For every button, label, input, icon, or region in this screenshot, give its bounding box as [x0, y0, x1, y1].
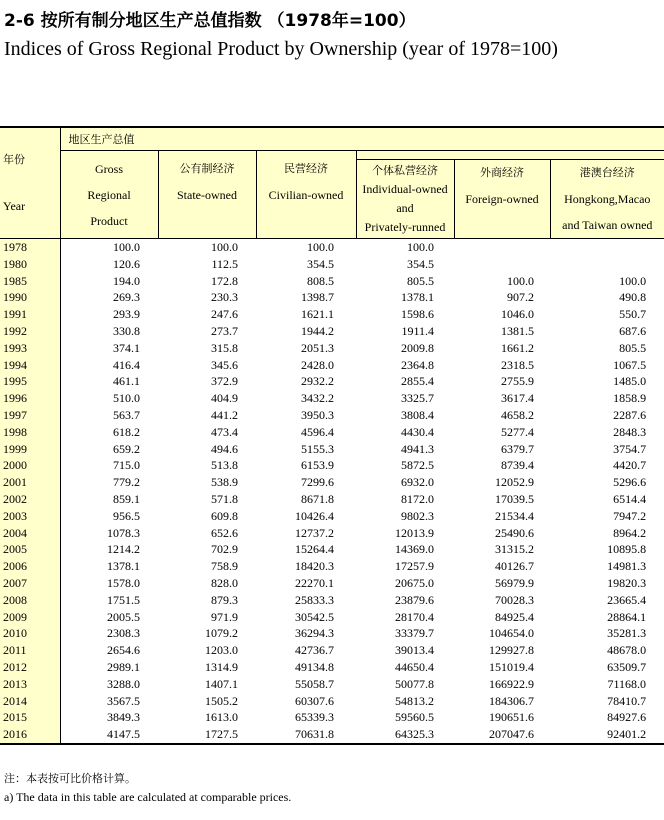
hk-cell: 5296.6 [613, 475, 647, 490]
hk-cell: 28864.1 [607, 609, 647, 624]
individual-cell: 3325.7 [401, 391, 434, 406]
grp-cell: 3288.0 [60, 676, 158, 693]
note-zh: 注：本表按可比价格计算。 [4, 772, 136, 785]
table-row [0, 625, 664, 642]
individual-cell: 6932.0 [401, 475, 434, 490]
hk-cell: 19820.3 [607, 575, 647, 590]
header-year [0, 127, 60, 239]
year-cell: 1997 [0, 407, 60, 424]
year-cell: 2012 [0, 659, 60, 676]
grp-cell: 715.0 [60, 457, 158, 474]
grp-cell: 2989.1 [60, 659, 158, 676]
table-row [0, 407, 664, 424]
foreign-cell: 3617.4 [501, 391, 534, 406]
individual-cell: 2364.8 [401, 357, 434, 372]
state-cell: 372.9 [211, 374, 238, 389]
civilian-cell: 100.0 [307, 240, 334, 254]
grp-cell: 659.2 [60, 441, 158, 458]
state-cell: 1613.0 [205, 710, 238, 725]
state-cell: 1314.9 [205, 659, 238, 674]
note-en: a) The data in this table are calculated at comparable prices. [4, 790, 292, 804]
year-cell: 2001 [0, 474, 60, 491]
foreign-cell: 104654.0 [489, 626, 534, 641]
civilian-cell: 10426.4 [295, 508, 334, 523]
grp-cell: 100.0 [60, 239, 158, 256]
year-cell: 2008 [0, 592, 60, 609]
state-cell: 112.5 [211, 256, 238, 271]
civilian-cell: 65339.3 [295, 710, 334, 725]
header-grp-en-1: Gross [94, 161, 123, 176]
header-hk-zh: 港澳台经济 [579, 166, 635, 179]
civilian-cell: 3950.3 [301, 407, 334, 422]
year-cell: 1995 [0, 373, 60, 390]
table-title-en: Indices of Gross Regional Product by Ownership (year of 1978=100) [4, 38, 558, 60]
header-year-en: Year [3, 199, 26, 213]
year-cell: 2015 [0, 709, 60, 726]
grp-cell: 194.0 [60, 273, 158, 290]
grp-cell: 2654.6 [60, 642, 158, 659]
hk-cell: 35281.3 [607, 626, 647, 641]
individual-cell: 100.0 [407, 240, 434, 254]
header-for-en: Foreign-owned [465, 192, 539, 206]
foreign-cell: 17039.5 [495, 491, 534, 506]
table-title-zh: 2-6 按所有制分地区生产总值指数 （1978年=100） [4, 11, 416, 31]
civilian-cell: 354.5 [307, 256, 334, 271]
state-cell: 879.3 [211, 592, 238, 607]
state-cell: 345.6 [211, 357, 238, 372]
year-cell: 1985 [0, 273, 60, 290]
individual-cell: 28170.4 [395, 609, 434, 624]
individual-cell: 44650.4 [395, 659, 434, 674]
individual-cell: 2855.4 [401, 374, 434, 389]
state-cell: 247.6 [211, 307, 238, 322]
state-cell: 513.8 [211, 458, 238, 473]
year-cell: 1998 [0, 424, 60, 441]
year-cell: 1996 [0, 390, 60, 407]
grp-cell: 3567.5 [60, 693, 158, 710]
state-cell: 494.6 [211, 441, 238, 456]
civilian-cell: 4596.4 [301, 424, 334, 439]
state-cell: 571.8 [211, 491, 238, 506]
hk-cell: 805.5 [619, 340, 647, 355]
header-year-zh: 年份 [3, 153, 25, 166]
civilian-cell: 42736.7 [295, 643, 334, 658]
civilian-cell: 808.5 [307, 273, 334, 288]
grp-cell: 461.1 [60, 373, 158, 390]
state-cell: 441.2 [211, 407, 238, 422]
table-row [0, 323, 664, 340]
individual-cell: 20675.0 [395, 575, 434, 590]
foreign-cell: 56979.9 [495, 575, 534, 590]
civilian-cell: 25833.3 [295, 592, 334, 607]
table-row [0, 558, 664, 575]
grp-cell: 1578.0 [60, 575, 158, 592]
state-cell: 538.9 [211, 475, 238, 490]
header-civ-en: Civilian-owned [268, 187, 344, 202]
grp-cell: 4147.5 [60, 726, 158, 744]
foreign-cell: 2755.9 [501, 374, 534, 389]
table-row [0, 357, 664, 374]
year-cell: 2006 [0, 558, 60, 575]
foreign-cell [454, 239, 550, 256]
grp-cell: 956.5 [60, 508, 158, 525]
hk-cell: 550.7 [619, 307, 647, 322]
header-for-zh: 外商经济 [480, 166, 524, 179]
foreign-cell [454, 256, 550, 273]
table-row [0, 575, 664, 592]
hk-cell: 78410.7 [607, 693, 647, 708]
year-cell: 2007 [0, 575, 60, 592]
year-cell: 1991 [0, 306, 60, 323]
foreign-cell: 100.0 [507, 273, 534, 288]
state-cell: 609.8 [211, 508, 238, 523]
foreign-cell: 12052.9 [495, 475, 534, 490]
state-cell: 1079.2 [205, 626, 238, 641]
state-cell: 758.9 [211, 559, 238, 574]
table-row [0, 642, 664, 659]
header-ind-en-3: Privately-runned [364, 220, 446, 234]
table-row [0, 457, 664, 474]
table-row [0, 609, 664, 626]
hk-cell: 7947.2 [613, 508, 647, 523]
civilian-cell: 12737.2 [295, 525, 334, 540]
table-row [0, 373, 664, 390]
header-grp-en-3: Product [90, 213, 128, 228]
individual-cell: 354.5 [407, 256, 434, 271]
foreign-cell: 5277.4 [501, 424, 534, 439]
civilian-cell: 6153.9 [301, 458, 334, 473]
hk-cell [550, 256, 664, 273]
header-individual [356, 160, 454, 239]
individual-cell: 17257.9 [395, 559, 434, 574]
hk-cell: 3754.7 [613, 441, 647, 456]
hk-cell: 10895.8 [607, 542, 647, 557]
grp-cell: 1214.2 [60, 541, 158, 558]
table-row [0, 340, 664, 357]
table-row [0, 659, 664, 676]
header-ind-en-1: Individual-owned [362, 182, 448, 196]
table-row [0, 289, 664, 306]
individual-cell: 39013.4 [395, 643, 434, 658]
civilian-cell: 5155.3 [301, 441, 334, 456]
state-cell: 1505.2 [205, 693, 238, 708]
foreign-cell: 166922.9 [489, 676, 534, 691]
table-row [0, 474, 664, 491]
table-row [0, 541, 664, 558]
header-ind-zh: 个体私营经济 [372, 164, 438, 177]
table-row [0, 592, 664, 609]
individual-cell: 14369.0 [395, 542, 434, 557]
hk-cell: 92401.2 [550, 726, 664, 744]
state-cell: 473.4 [211, 424, 238, 439]
table-row [0, 441, 664, 458]
year-cell: 2002 [0, 491, 60, 508]
foreign-cell: 70028.3 [495, 592, 534, 607]
hk-cell: 84927.6 [607, 710, 647, 725]
table-row [0, 273, 664, 290]
individual-cell: 1378.1 [401, 290, 434, 305]
hk-cell: 1067.5 [613, 357, 647, 372]
hk-cell: 8964.2 [613, 525, 647, 540]
header-civilian [256, 151, 356, 239]
year-cell: 1980 [0, 256, 60, 273]
table-row [0, 726, 664, 744]
table-row [0, 256, 664, 273]
individual-cell: 54813.2 [395, 693, 434, 708]
individual-cell: 4941.3 [401, 441, 434, 456]
table-row [0, 693, 664, 710]
header-civ-zh: 民营经济 [284, 161, 328, 175]
individual-cell: 1598.6 [401, 307, 434, 322]
hk-cell: 71168.0 [607, 676, 647, 691]
civilian-cell: 22270.1 [295, 575, 334, 590]
individual-cell: 4430.4 [401, 424, 434, 439]
year-cell: 2011 [0, 642, 60, 659]
foreign-cell: 907.2 [507, 290, 534, 305]
table-row [0, 676, 664, 693]
civilian-cell: 70631.8 [256, 726, 356, 744]
grp-cell: 779.2 [60, 474, 158, 491]
hk-cell: 6514.4 [613, 491, 647, 506]
state-cell: 828.0 [211, 575, 238, 590]
grp-cell: 2308.3 [60, 625, 158, 642]
header-state [158, 151, 256, 239]
hk-cell: 100.0 [619, 273, 647, 288]
state-cell: 273.7 [211, 323, 238, 338]
foreign-cell: 1661.2 [501, 340, 534, 355]
civilian-cell: 55058.7 [295, 676, 334, 691]
year-cell: 1994 [0, 357, 60, 374]
civilian-cell: 7299.6 [301, 475, 334, 490]
grp-cell: 374.1 [60, 340, 158, 357]
year-cell: 2000 [0, 457, 60, 474]
civilian-cell: 2932.2 [301, 374, 334, 389]
civilian-cell: 1398.7 [301, 290, 334, 305]
hk-cell: 48678.0 [607, 643, 647, 658]
foreign-cell: 8739.4 [501, 458, 534, 473]
civilian-cell: 2428.0 [301, 357, 334, 372]
grp-cell: 1378.1 [60, 558, 158, 575]
grp-cell: 120.6 [60, 256, 158, 273]
hk-cell: 1858.9 [613, 391, 647, 406]
grp-cell: 3849.3 [60, 709, 158, 726]
state-cell: 1727.5 [158, 726, 256, 744]
foreign-cell: 190651.6 [489, 710, 534, 725]
header-hk-en-1: Hongkong,Macao [564, 192, 651, 206]
year-cell: 2003 [0, 508, 60, 525]
individual-cell: 8172.0 [401, 491, 434, 506]
civilian-cell: 1621.1 [301, 307, 334, 322]
individual-cell: 50077.8 [395, 676, 434, 691]
year-cell: 1993 [0, 340, 60, 357]
hk-cell: 23665.4 [607, 592, 647, 607]
civilian-cell: 60307.6 [295, 693, 334, 708]
header-state-zh: 公有制经济 [179, 161, 235, 175]
year-cell: 2004 [0, 525, 60, 542]
foreign-cell: 207047.6 [454, 726, 550, 744]
state-cell: 315.8 [211, 340, 238, 355]
header-hk-en-2: and Taiwan owned [562, 218, 653, 232]
year-cell: 2013 [0, 676, 60, 693]
state-cell: 172.8 [211, 273, 238, 288]
grp-cell: 1751.5 [60, 592, 158, 609]
state-cell: 1407.1 [205, 676, 238, 691]
individual-cell: 59560.5 [395, 710, 434, 725]
foreign-cell: 184306.7 [489, 693, 534, 708]
civilian-cell: 30542.5 [295, 609, 334, 624]
grp-cell: 859.1 [60, 491, 158, 508]
foreign-cell: 84925.4 [495, 609, 534, 624]
individual-cell: 2009.8 [401, 340, 434, 355]
individual-cell: 5872.5 [401, 458, 434, 473]
hk-cell: 4420.7 [613, 458, 647, 473]
foreign-cell: 6379.7 [501, 441, 534, 456]
individual-cell: 3808.4 [401, 407, 434, 422]
data-table [0, 126, 664, 745]
foreign-cell: 31315.2 [495, 542, 534, 557]
civilian-cell: 49134.8 [295, 659, 334, 674]
hk-cell: 2848.3 [613, 424, 647, 439]
individual-cell: 33379.7 [395, 626, 434, 641]
civilian-cell: 18420.3 [295, 559, 334, 574]
year-cell: 2005 [0, 541, 60, 558]
foreign-cell: 151019.4 [489, 659, 534, 674]
hk-cell: 14981.3 [607, 559, 647, 574]
year-cell: 1992 [0, 323, 60, 340]
header-ind-en-2: and [396, 201, 414, 215]
header-grp-en-2: Regional [87, 187, 131, 202]
foreign-cell: 4658.2 [501, 407, 534, 422]
state-cell: 1203.0 [205, 643, 238, 658]
header-foreign [454, 160, 550, 239]
table-row [0, 306, 664, 323]
hk-cell: 2287.6 [613, 407, 647, 422]
header-sub-spacer [356, 151, 664, 160]
year-cell: 1999 [0, 441, 60, 458]
grp-cell: 416.4 [60, 357, 158, 374]
state-cell: 652.6 [211, 525, 238, 540]
state-cell: 230.3 [211, 290, 238, 305]
foreign-cell: 21534.4 [495, 508, 534, 523]
grp-cell: 510.0 [60, 390, 158, 407]
grp-cell: 563.7 [60, 407, 158, 424]
individual-cell: 1911.4 [401, 323, 434, 338]
civilian-cell: 3432.2 [301, 391, 334, 406]
foreign-cell: 2318.5 [501, 357, 534, 372]
state-cell: 971.9 [211, 609, 238, 624]
individual-cell: 23879.6 [395, 592, 434, 607]
foreign-cell: 1046.0 [501, 307, 534, 322]
table-row [0, 390, 664, 407]
civilian-cell: 2051.3 [301, 340, 334, 355]
year-cell: 1978 [0, 239, 60, 256]
state-cell: 404.9 [211, 391, 238, 406]
table-row [0, 424, 664, 441]
grp-cell: 293.9 [60, 306, 158, 323]
individual-cell: 12013.9 [395, 525, 434, 540]
table-row [0, 508, 664, 525]
grp-cell: 269.3 [60, 289, 158, 306]
table-row [0, 491, 664, 508]
individual-cell: 9802.3 [401, 508, 434, 523]
hk-cell: 490.8 [619, 290, 647, 305]
table-row [0, 709, 664, 726]
grp-cell: 618.2 [60, 424, 158, 441]
table-body [0, 239, 664, 744]
foreign-cell: 129927.8 [489, 643, 534, 658]
grp-cell: 1078.3 [60, 525, 158, 542]
hk-cell: 687.6 [619, 323, 647, 338]
grp-cell: 330.8 [60, 323, 158, 340]
year-cell: 2009 [0, 609, 60, 626]
state-cell: 100.0 [211, 240, 238, 254]
civilian-cell: 36294.3 [295, 626, 334, 641]
foreign-cell: 40126.7 [495, 559, 534, 574]
table-row [0, 239, 664, 256]
foreign-cell: 1381.5 [501, 323, 534, 338]
table-row [0, 525, 664, 542]
foreign-cell: 25490.6 [495, 525, 534, 540]
header-grp [60, 151, 158, 239]
header-hk [550, 160, 664, 239]
header-state-en: State-owned [177, 187, 237, 202]
hk-cell: 63509.7 [607, 659, 647, 674]
year-cell: 2014 [0, 693, 60, 710]
year-cell: 1990 [0, 289, 60, 306]
hk-cell: 1485.0 [613, 374, 647, 389]
individual-cell: 64325.3 [356, 726, 454, 744]
year-cell: 2016 [0, 726, 60, 744]
civilian-cell: 8671.8 [301, 491, 334, 506]
hk-cell [550, 239, 664, 256]
year-cell: 2010 [0, 625, 60, 642]
grp-cell: 2005.5 [60, 609, 158, 626]
civilian-cell: 15264.4 [295, 542, 334, 557]
state-cell: 702.9 [211, 542, 238, 557]
header-grp-zh: 地区生产总值 [60, 127, 664, 151]
civilian-cell: 1944.2 [301, 323, 334, 338]
individual-cell: 805.5 [407, 273, 434, 288]
